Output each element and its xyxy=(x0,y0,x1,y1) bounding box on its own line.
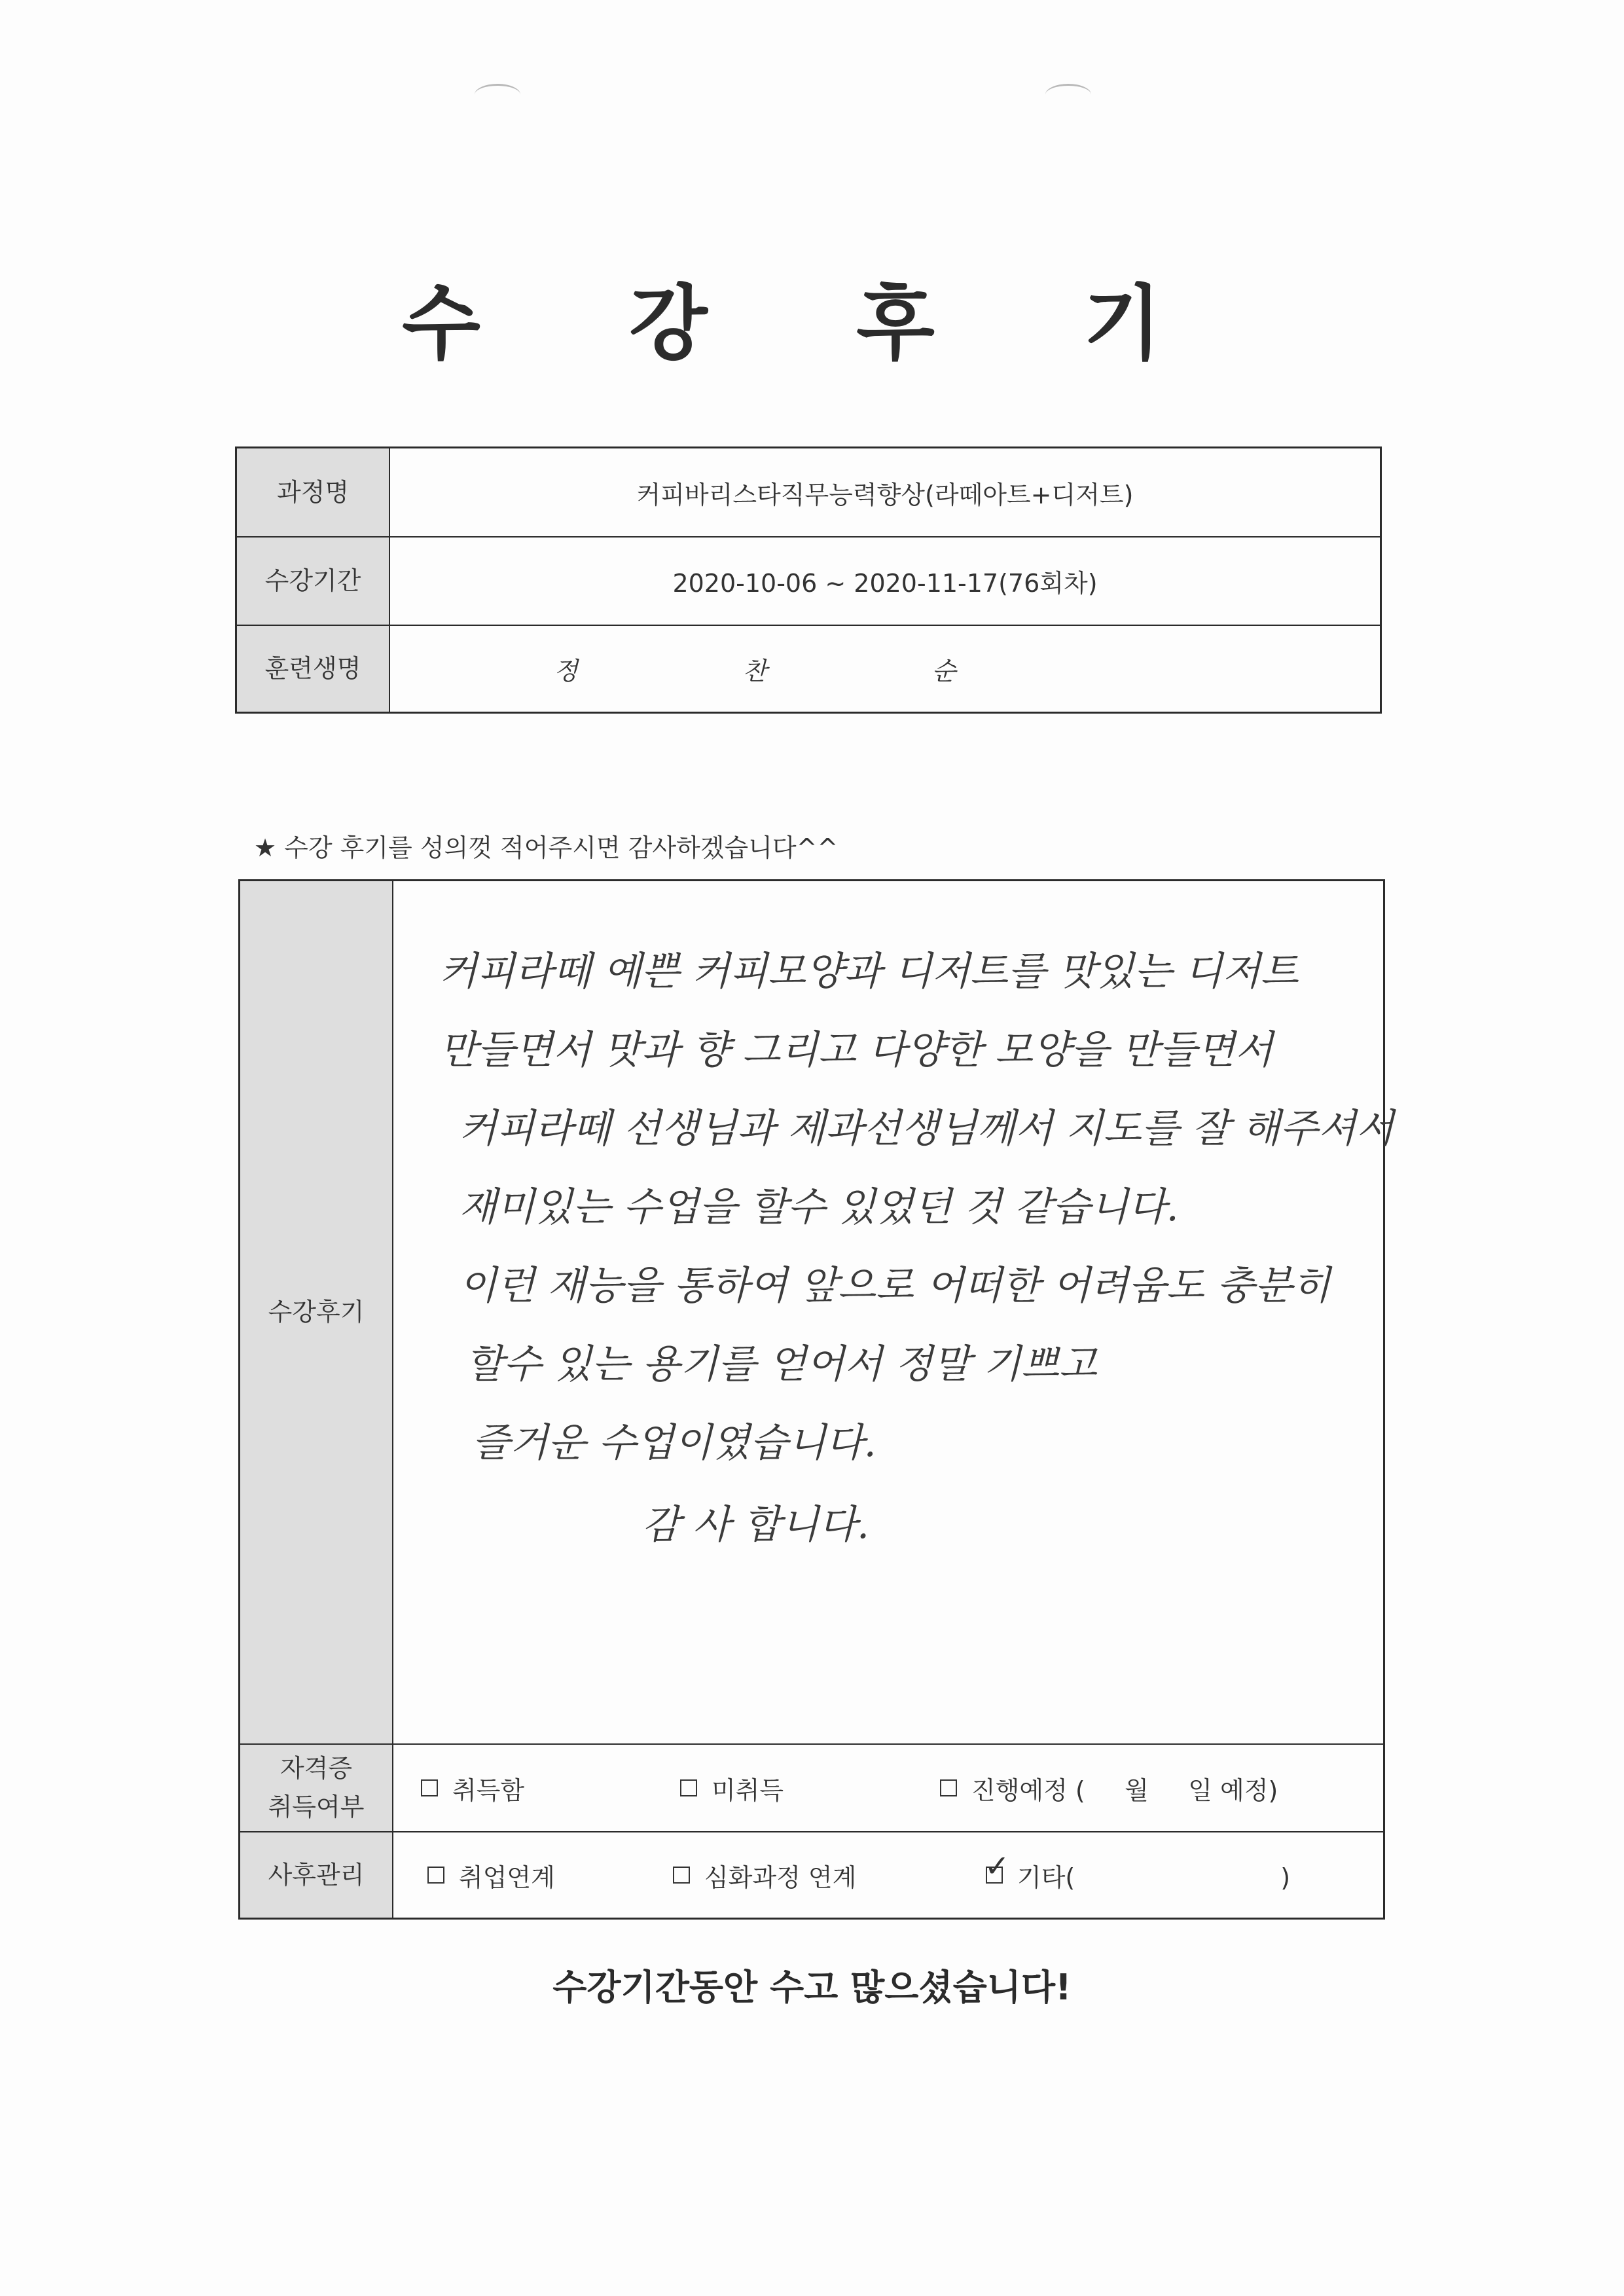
cert-option-not-acquired[interactable] xyxy=(680,1770,784,1806)
notice-text: ★ 수강 후기를 성의껏 적어주시면 감사하겠습니다^^ xyxy=(254,833,839,862)
page-title: 수 강 후 기 xyxy=(402,277,1222,371)
cert-label xyxy=(240,1744,393,1832)
punch-hole-right xyxy=(1045,84,1091,105)
checkbox-icon[interactable] xyxy=(421,1779,438,1796)
review-line: 만들면서 맛과 향 그리고 다양한 모양을 만들면서 xyxy=(439,1027,1273,1073)
cert-option-acquired[interactable] xyxy=(421,1770,524,1806)
after-options xyxy=(393,1832,1384,1919)
checkmark-checkbox-icon[interactable] xyxy=(986,1867,1003,1884)
cert-option-scheduled-label: 진행예정 ( 월 일 예정) xyxy=(971,1776,1278,1805)
cert-option-acquired-label: 취득함 xyxy=(452,1776,525,1805)
info-table xyxy=(235,446,1382,714)
review-line: 커피라떼 선생님과 제과선생님께서 지도를 잘 해주셔서 xyxy=(459,1106,1394,1152)
checkbox-icon[interactable] xyxy=(673,1867,690,1884)
review-line: 할수 있는 용기를 얻어서 정말 기쁘고 xyxy=(465,1341,1097,1387)
checkbox-icon[interactable] xyxy=(427,1867,444,1884)
checkbox-icon[interactable] xyxy=(940,1779,957,1796)
cert-label-line1: 자격증 xyxy=(280,1754,353,1783)
period-label: 수강기간 xyxy=(236,537,390,625)
checkbox-icon[interactable] xyxy=(680,1779,697,1796)
review-label: 수강후기 xyxy=(240,881,393,1745)
after-option-advanced-label: 심화과정 연계 xyxy=(704,1863,857,1892)
review-line: 감 사 합니다. xyxy=(642,1502,870,1548)
closing-message: 수강기간동안 수고 많으셨습니다! xyxy=(552,1967,1072,2008)
after-option-other[interactable] xyxy=(986,1857,1290,1893)
after-option-employment-label: 취업연계 xyxy=(459,1863,555,1892)
period-value: 2020-10-06 ~ 2020-11-17(76회차) xyxy=(389,537,1381,625)
review-line: 재미있는 수업을 할수 있었던 것 같습니다. xyxy=(459,1184,1179,1230)
review-line: 즐거운 수업이였습니다. xyxy=(472,1420,876,1466)
punch-hole-left xyxy=(475,84,520,105)
review-line: 커피라떼 예쁜 커피모양과 디저트를 맛있는 디저트 xyxy=(439,949,1299,994)
after-option-advanced[interactable] xyxy=(673,1857,856,1893)
trainee-name-handwritten: 정 찬 순 xyxy=(389,625,1381,713)
review-body xyxy=(393,881,1394,1745)
after-option-other-label: 기타( ) xyxy=(1017,1863,1291,1892)
review-line: 이런 재능을 통하여 앞으로 어떠한 어려움도 충분히 xyxy=(459,1263,1331,1309)
course-label: 과정명 xyxy=(236,448,390,538)
cert-option-scheduled[interactable] xyxy=(940,1770,1278,1806)
cert-option-not-acquired-label: 미취득 xyxy=(712,1776,784,1805)
course-value: 커피바리스타직무능력향상(라떼아트+디저트) xyxy=(389,448,1381,538)
review-table xyxy=(238,879,1394,1920)
after-label: 사후관리 xyxy=(240,1832,393,1919)
cert-label-line2: 취득여부 xyxy=(268,1793,365,1821)
cert-options xyxy=(393,1744,1384,1832)
trainee-label: 훈련생명 xyxy=(236,625,390,713)
after-option-employment[interactable] xyxy=(427,1857,555,1893)
